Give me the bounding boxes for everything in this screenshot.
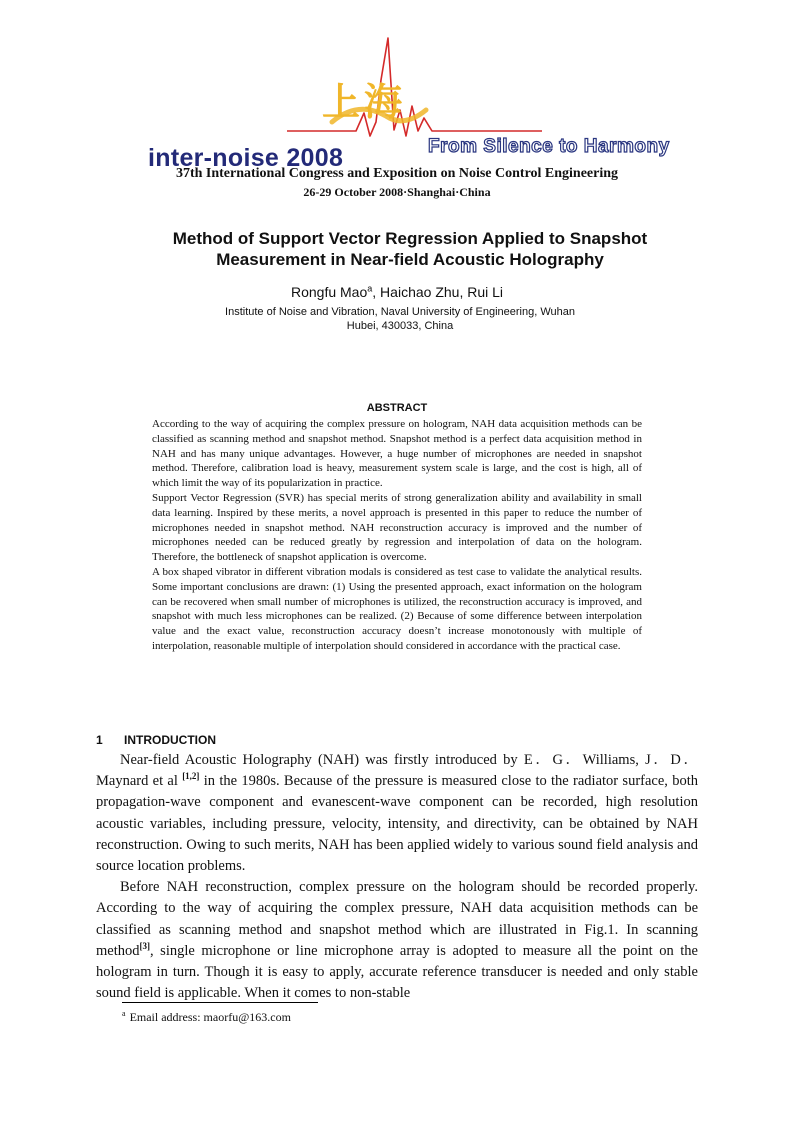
paper-title-line2: Measurement in Near-field Acoustic Holography [216,250,604,269]
author-1: Rongfu Mao [290,284,368,300]
logo-tagline: From Silence to Harmony [428,136,670,157]
paper-title [100,228,720,270]
affiliation-line1: Institute of Noise and Vibration, Naval University of Engineering, Wuhan [225,306,575,318]
abstract-paragraph-3: A box shaped vibrator in different vibration modals is considered as test case to validate the analytical results. Some important conclusions are drawn: (1) Using the presented approach, exact information on the hologram can be recovered when small number of microphones is utilized, the reconstruction accuracy is improved, and snapshot with much less microphones can be realized. (2) Because of some difference between interpolation value and the exact value, reconstruction accuracy doesn’t increase monotonously with multiple of interpolation, reasonable multiple of interpolation should considered in accordance with the practical case. [152,565,642,652]
affiliation [150,305,650,333]
conference-date: 26-29 October 2008·Shanghai·China [303,185,491,199]
citation-3: [3] [139,941,150,951]
intro-p1-text-a: Near-field Acoustic Holography (NAH) was firstly introduced by E．G．Williams, J．D．Maynard et al [96,752,698,790]
authors-rest: , Haichao Zhu, Rui Li [372,284,504,300]
section-number: 1 [96,733,103,747]
introduction-body [96,750,698,1004]
abstract-body [152,417,642,654]
intro-p2-text-b: , single microphone or line microphone array is adopted to measure all the point on the hologram in turn. Though it is easy to apply, accurate reference transducer is needed and only stable sound field is applicable. When it comes to non-stable [96,942,698,1002]
intro-p2-text-a: Before NAH reconstruction, complex pressure on the hologram should be recorded properly. According to the way of acquiring the complex pressure, NAH data acquisition methods can be classified as scanning method and snapshot method which are illustrated in Fig.1. In scanning method [96,879,698,959]
footnote-rule [122,1002,318,1003]
abstract-heading: ABSTRACT [366,402,428,414]
footnote-text: Email address: maorfu@163.com [129,1010,291,1024]
section-title: INTRODUCTION [124,733,216,747]
abstract-paragraph-1: According to the way of acquiring the complex pressure on hologram, NAH data acquisition methods can be classified as scanning method and snapshot method. Snapshot method is a perfect data acquisition method in NAH and has many unique advantages. However, a huge number of microphones are needed in snapshot method. Therefore, calibration load is heavy, measurement system scale is large, and the cost is high, all of which limit the way of its popularization in practice. [152,418,642,490]
intro-paragraph-2 [96,877,698,1004]
conference-title: 37th International Congress and Exposition on Noise Control Engineering [175,166,619,181]
footnote-mark: a [122,1009,126,1018]
paper-title-line1: Method of Support Vector Regression Applied to Snapshot [172,229,648,248]
logo-main-text: inter-noise 2008 [148,144,344,172]
abstract-paragraph-2: Support Vector Regression (SVR) has special merits of strong generalization ability and availability in small data learning. Inspired by these merits, a novel approach is presented in this paper to reduce the number of microphones needed in snapshot method. NAH reconstruction accuracy is improved and the number of microphones needed can be reduced greatly by regression and interpolation of data on the hologram. Therefore, the bottleneck of snapshot application is overcome. [152,491,642,564]
author-list [0,284,794,300]
affiliation-line2: Hubei, 430033, China [346,320,454,332]
logo-chinese-text: 上海 [322,80,407,124]
footnote [122,1010,291,1025]
intro-paragraph-1 [96,750,698,877]
conference-logo [142,18,682,172]
section-heading-introduction [96,733,216,747]
author-1-mark: a [367,283,373,294]
intro-p1-text-b: in the 1980s. Because of the pressure is measured close to the radiator surface, both propagation-wave component and evanescent-wave component can be recorded, high resolution acoustic variables, including pressure, velocity, intensity, and directivity, can be obtained by NAH reconstruction. Owing to such merits, NAH has been applied widely to various sound field analysis and source location problems. [96,773,698,875]
citation-1-2: [1,2] [182,771,200,782]
